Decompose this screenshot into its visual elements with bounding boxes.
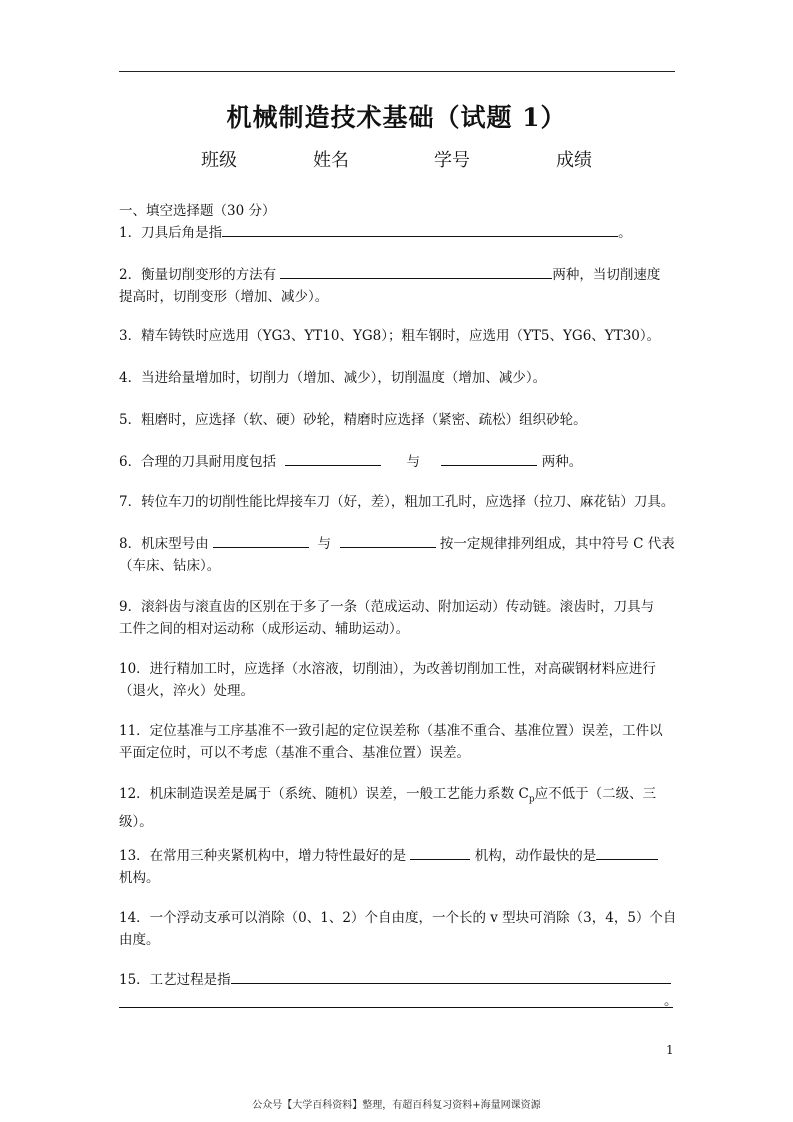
question-15: 15．工艺过程是指 [119, 969, 679, 991]
footer-note: 公众号【大学百科资料】整理，有超百科复习资料+海量网课资源 [252, 1100, 541, 1111]
question-14: 14．一个浮动支承可以消除（0、1、2）个自由度，一个长的 v 型块可消除（3，4，5）个自 由度。 [119, 910, 677, 948]
question-3: 3．精车铸铁时应选用（YG3、YT10、YG8）；粗车钢时，应选用（YT5、YG6、YT30）。 [119, 328, 661, 344]
question-10: 10．进行精加工时，应选择（水溶液，切削油），为改善切削加工性，对高碳钢材料应进行 （退火，淬火）处理。 [119, 661, 656, 699]
answer-blank[interactable] [340, 533, 436, 548]
answer-blank[interactable] [410, 845, 470, 860]
field-score-label: 成绩 [556, 150, 592, 171]
question-8: 8．机床型号由 与 按一定规律排列组成，其中符号 C 代表 （车床、钻床）。 [119, 533, 679, 577]
page-number: 1 [666, 1043, 674, 1057]
field-class-label: 班级 [201, 150, 237, 171]
question-6: 6．合理的刀具耐用度包括 与 两种。 [119, 451, 679, 473]
answer-blank[interactable] [596, 845, 658, 860]
header-rule [119, 71, 675, 72]
question-9: 9．滚斜齿与滚直齿的区别在于多了一条（范成运动、附加运动）传动链。滚齿时，刀具与 工件之间的相对运动称（成形运动、辅助运动）。 [119, 599, 655, 637]
field-id-label: 学号 [434, 150, 470, 171]
section-heading: 一、填空选择题（30 分） [119, 203, 276, 219]
answer-blank[interactable] [213, 533, 309, 548]
answer-blank[interactable] [280, 264, 552, 279]
question-5: 5．粗磨时，应选择（软、硬）砂轮，精磨时应选择（紧密、疏松）组织砂轮。 [119, 412, 587, 428]
answer-blank[interactable] [222, 222, 618, 237]
answer-blank[interactable] [285, 451, 381, 466]
question-11: 11．定位基准与工序基准不一致引起的定位误差称（基准不重合、基准位置）误差，工件以 平面定位时，可以不考虑（基准不重合、基准位置）误差。 [119, 723, 663, 761]
question-13: 13．在常用三种夹紧机构中，增力特性最好的是 机构，动作最快的是 机构。 [119, 845, 679, 889]
answer-blank[interactable] [441, 451, 537, 466]
question-12: 12．机床制造误差是属于（系统、随机）误差，一般工艺能力系数 $C_p$应不低于（二级、三 级）。 [119, 786, 657, 830]
question-2: 2．衡量切削变形的方法有 两种，当切削速度 提高时，切削变形（增加、减少）。 [119, 264, 679, 308]
field-name-label: 姓名 [313, 150, 349, 171]
question-4: 4．当进给量增加时，切削力（增加、减少），切削温度（增加、减少）。 [119, 370, 547, 386]
question-7: 7．转位车刀的切削性能比焊接车刀（好，差），粗加工孔时，应选择（拉刀、麻花钻）刀具。 [119, 494, 675, 510]
page-title: 机械制造技术基础（试题 1） [226, 103, 567, 132]
question-1: 1．刀具后角是指 。 [119, 222, 679, 244]
answer-line[interactable] [119, 1007, 673, 1008]
question-15-end: 。 [664, 993, 678, 1009]
answer-blank[interactable] [231, 969, 671, 984]
